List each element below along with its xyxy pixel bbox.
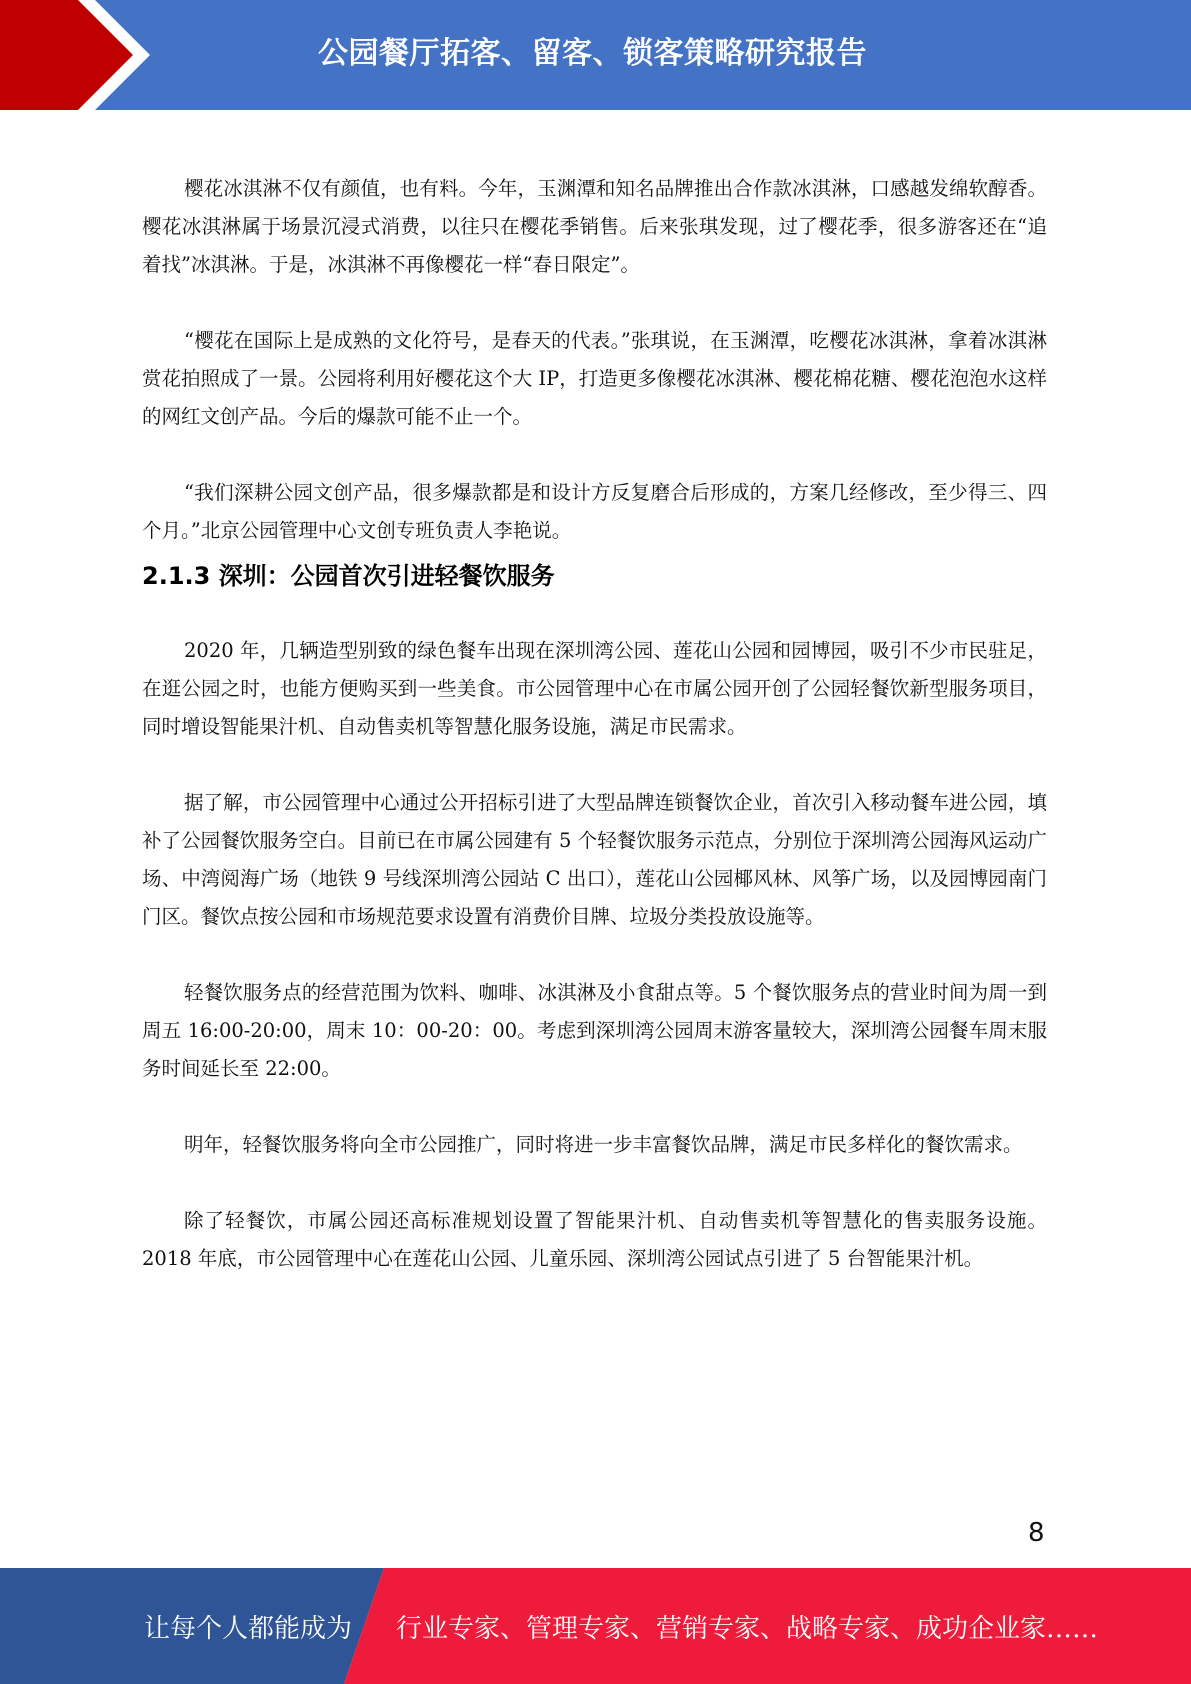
document-body — [142, 170, 1047, 1278]
paragraph: 除了轻餐饮，市属公园还高标准规划设置了智能果汁机、自动售卖机等智慧化的售卖服务设施。2018 年底，市公园管理中心在莲花山公园、儿童乐园、深圳湾公园试点引进了 5 台智能果汁机。 — [142, 1209, 1047, 1270]
paragraph: 樱花冰淇淋不仅有颜值，也有料。今年，玉渊潭和知名品牌推出合作款冰淇淋，口感越发绵软醇香。樱花冰淇淋属于场景沉浸式消费，以往只在樱花季销售。后来张琪发现，过了樱花季，很多游客还在“追着找”冰淇淋。于是，冰淇淋不再像樱花一样“春日限定”。 — [142, 177, 1047, 276]
paragraph: 2020 年，几辆造型别致的绿色餐车出现在深圳湾公园、莲花山公园和园博园，吸引不少市民驻足，在逛公园之时，也能方便购买到一些美食。市公园管理中心在市属公园开创了公园轻餐饮新型服务项目，同时增设智能果汁机、自动售卖机等智慧化服务设施，满足市民需求。 — [142, 639, 1047, 738]
footer-slogan-right: 行业专家、管理专家、营销专家、战略专家、成功企业家…… — [396, 1614, 1099, 1644]
paragraph: “樱花在国际上是成熟的文化符号，是春天的代表。”张琪说，在玉渊潭，吃樱花冰淇淋，拿着冰淇淋赏花拍照成了一景。公园将利用好樱花这个大 IP，打造更多像樱花冰淇淋、樱花棉花糖、樱花泡泡水这样的网红文创产品。今后的爆款可能不止一个。 — [142, 329, 1047, 428]
section-heading: 2.1.3 深圳：公园首次引进轻餐饮服务 — [142, 562, 555, 590]
page-footer — [0, 1568, 1191, 1684]
header-arrow-icon — [0, 0, 160, 110]
paragraph: 轻餐饮服务点的经营范围为饮料、咖啡、冰淇淋及小食甜点等。5 个餐饮服务点的营业时间为周一到周五 16:00-20:00，周末 10：00-20：00。考虑到深圳湾公园周末游客量较大，深圳湾公园餐车周末服务时间延长至 22:00。 — [142, 981, 1047, 1080]
header-title: 公园餐厅拓客、留客、锁客策略研究报告 — [318, 36, 867, 71]
footer-slogan-left: 让每个人都能成为 — [144, 1614, 353, 1644]
page-header — [0, 0, 1191, 110]
paragraph: “我们深耕公园文创产品，很多爆款都是和设计方反复磨合后形成的，方案几经修改，至少得三、四个月。”北京公园管理中心文创专班负责人李艳说。 — [142, 481, 1047, 542]
page-number: 8 — [1028, 1518, 1045, 1548]
paragraph: 据了解，市公园管理中心通过公开招标引进了大型品牌连锁餐饮企业，首次引入移动餐车进公园，填补了公园餐饮服务空白。目前已在市属公园建有 5 个轻餐饮服务示范点，分别位于深圳湾公园海风运动广场、中湾阅海广场（地铁 9 号线深圳湾公园站 C 出口），莲花山公园椰风林、风筝广场，以及园博园南门门区。餐饮点按公园和市场规范要求设置有消费价目牌、垃圾分类投放设施等。 — [142, 791, 1047, 928]
paragraph: 明年，轻餐饮服务将向全市公园推广，同时将进一步丰富餐饮品牌，满足市民多样化的餐饮需求。 — [184, 1133, 1023, 1156]
